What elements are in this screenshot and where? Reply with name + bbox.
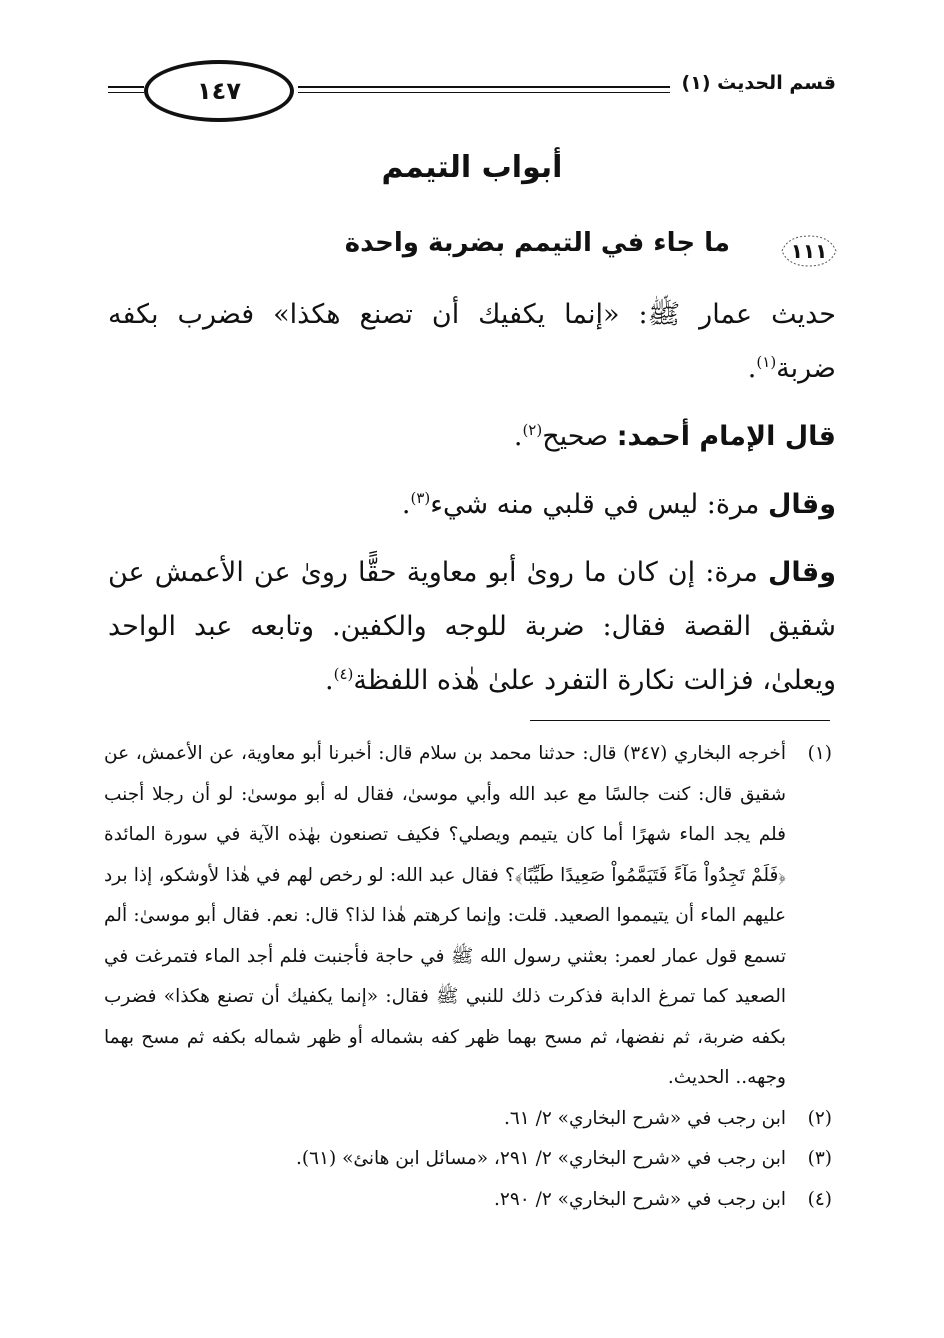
page-number-frame <box>144 60 294 122</box>
footnote-number: (٤) <box>807 1188 832 1210</box>
paragraph-text: مرة: إن كان ما روىٰ أبو معاوية حقًّا روىٰ عن الأعمش عن شقيق القصة فقال: ضربة للوجه والكفين. وتابعه عبد الواحد ويعلىٰ، فزالت نكارة التفرد علىٰ هٰذه اللفظة <box>108 557 836 696</box>
footnote-item <box>104 734 832 1099</box>
speaker-label: وقال <box>767 557 836 588</box>
page-number: ١٤٧ <box>197 77 241 105</box>
footnote-ref[interactable]: (٣) <box>410 489 431 507</box>
footnote-item <box>104 1139 832 1180</box>
footnote-number: (١) <box>807 743 832 764</box>
footnote-text: ابن رجب في «شرح البخاري» ٢/ ٢٩١، «مسائل ابن هانئ» (٦١). <box>296 1148 786 1169</box>
section-heading <box>280 228 840 272</box>
footnote-ref[interactable]: (٤) <box>333 665 354 683</box>
footnote-separator <box>530 720 830 721</box>
footnote-number: (٢) <box>807 1107 832 1129</box>
footnote-item <box>104 1099 832 1140</box>
section-number: ١١١ <box>790 239 828 263</box>
footnote-item <box>104 1180 832 1221</box>
paragraph-third-opinion: وقال مرة: إن كان ما روىٰ أبو معاوية حقًّا روىٰ عن الأعمش عن شقيق القصة فقال: ضربة للوجه والكفين. وتابعه عبد الواحد ويعلىٰ، فزالت نكارة التفرد علىٰ هٰذه اللفظة$^{(٤)}$. <box>108 557 836 696</box>
footnote-text: ابن رجب في «شرح البخاري» ٢/ ٢٩٠. <box>494 1188 786 1210</box>
section-number-badge <box>778 232 840 270</box>
main-text <box>108 288 836 708</box>
section-title: ما جاء في التيمم بضربة واحدة <box>344 228 730 258</box>
footnote-ref[interactable]: (٢) <box>522 421 543 439</box>
chapter-title: أبواب التيمم <box>381 150 563 185</box>
speaker-label: قال الإمام أحمد: <box>616 421 836 452</box>
paragraph-text: صحيح <box>542 421 617 452</box>
paragraph-text: مرة: ليس في قلبي منه شيء <box>430 489 768 520</box>
header-rule-left <box>108 86 144 88</box>
footnote-ref[interactable]: (١) <box>756 353 777 371</box>
running-header <box>108 58 836 128</box>
paragraph-second-opinion: وقال مرة: ليس في قلبي منه شيء$^{(٣)}$. <box>401 489 836 520</box>
paragraph-text: حديث عمار ﷺ: «إنما يكفيك أن تصنع هكذا» فضرب بكفه ضربة <box>108 299 836 384</box>
footnote-text: أخرجه البخاري (٣٤٧) قال: حدثنا محمد بن سلام قال: أخبرنا أبو معاوية، عن الأعمش، عن شقيق قال: كنت جالسًا مع عبد الله وأبي موسىٰ، فقال له أبو موسىٰ: لو أن رجلا أجنب فلم يجد الماء شهرًا أما كان يتيمم ويصلي؟ فكيف تصنعون بهٰذه الآية في سورة المائدة ﴿فَلَمْ تَجِدُواْ مَآءً فَتَيَمَّمُواْ صَعِيدًا طَيِّبًا﴾؟ فقال عبد الله: لو رخص لهم في هٰذا لأوشكو، إذا برد عليهم الماء أن يتيمموا الصعيد. قلت: وإنما كرهتم هٰذا لذا؟ قال: نعم. فقال أبو موسىٰ: ألم تسمع قول عمار لعمر: بعثني رسول الله ﷺ في حاجة فأجنبت فلم أجد الماء فتمرغت في الصعيد كما تمرغ الدابة فذكرت ذلك للنبي ﷺ فقال: «إنما يكفيك أن تصنع هكذا» فضرب بكفه ضربة، ثم نفضها، ثم مسح بهما ظهر كفه بشماله أو ظهر شماله بكفه ثم مسح بهما وجهه.. الحديث. <box>104 743 786 1088</box>
header-rule-left-thin <box>108 92 144 93</box>
footnote-number: (٣) <box>807 1148 832 1169</box>
speaker-label: وقال <box>767 489 836 520</box>
paragraph-hadith: حديث عمار ﷺ: «إنما يكفيك أن تصنع هكذا» فضرب بكفه ضربة$^{(١)}$. <box>108 299 836 384</box>
footnotes <box>104 734 832 1220</box>
running-title: قسم الحديث (١) <box>670 72 836 94</box>
footnote-text: ابن رجب في «شرح البخاري» ٢/ ٦١. <box>503 1107 786 1129</box>
paragraph-ahmad-ruling: قال الإمام أحمد: صحيح$^{(٢)}$. <box>513 421 836 452</box>
